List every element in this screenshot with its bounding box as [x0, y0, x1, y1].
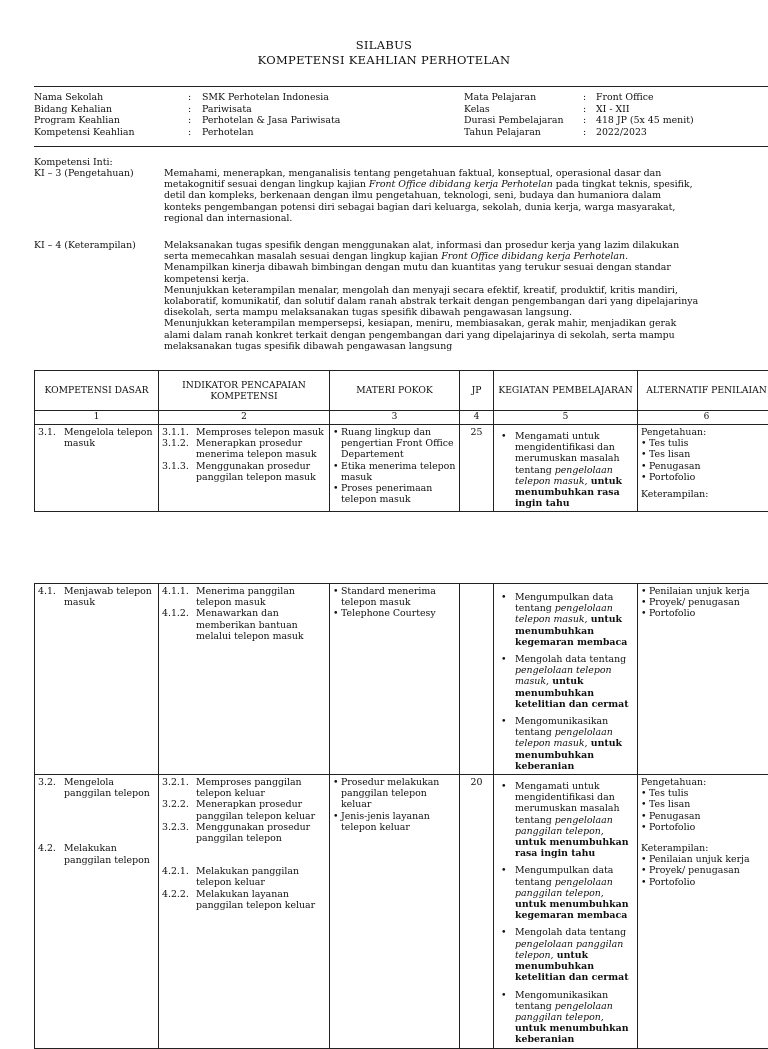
indicator-item [162, 822, 326, 844]
info-label: Nama Sekolah [34, 92, 103, 103]
kegiatan-cell [494, 425, 638, 512]
bullet-icon: • [497, 990, 515, 1046]
bullet-icon: • [497, 431, 515, 509]
info-label: Kelas [464, 104, 490, 115]
ki-line: regional dan internasional. [164, 213, 724, 224]
info-label: Mata Pelajaran [464, 92, 536, 103]
col-number: 2 [159, 411, 330, 425]
activity-pre: Mengamati untuk mengidentifikasi dan merumuskan masalah tentang [515, 431, 620, 476]
indicator-cell [159, 584, 330, 775]
jp-cell: 20 [460, 775, 494, 1048]
bullet-icon: • [497, 865, 515, 921]
syllabus-table-part1 [34, 370, 768, 512]
bullet-icon: • [641, 449, 649, 460]
bullet-text: Proses penerimaan telepon masuk [341, 483, 456, 505]
activity-goal: untuk menumbuhkan kegemaran membaca [515, 899, 629, 921]
activity-goal: untuk menumbuhkan keberanian [515, 1023, 629, 1045]
header-jp: JP [460, 371, 494, 411]
penilaian-heading: Keterampilan: [641, 843, 768, 854]
col-number: 4 [460, 411, 494, 425]
kd-text: Melakukan panggilan telepon [64, 843, 155, 865]
bullet-text: Penugasan [649, 811, 701, 822]
bullet-text: Penugasan [649, 461, 701, 472]
activity-pre: Mengumpulkan data tentang [515, 592, 613, 614]
kd-cell: 4.1. Menjawab telepon masuk [35, 584, 159, 775]
activity-text [515, 927, 634, 983]
indicator-text: Memproses panggilan telepon keluar [196, 777, 326, 799]
info-colon: : [188, 92, 191, 103]
activity-item [497, 592, 634, 648]
ki-line: Menunjukkan keterampilan menalar, mengolah dan menyaji secara efektif, kreatif, produktif, kritis mandiri, [164, 285, 724, 296]
indicator-text: Menerima panggilan telepon masuk [196, 586, 326, 608]
bullet-icon: • [641, 877, 649, 888]
activity-text [515, 990, 634, 1046]
bullet-icon: • [333, 461, 341, 483]
info-colon: : [583, 115, 586, 126]
header-kegiatan: KEGIATAN PEMBELAJARAN [494, 371, 638, 411]
activity-pre: Mengomunikasikan tentang [515, 990, 608, 1012]
bullet-icon: • [641, 461, 649, 472]
info-colon: : [188, 115, 191, 126]
activity-text [515, 431, 634, 509]
indicator-cell [159, 775, 330, 1048]
materi-item [333, 483, 456, 505]
bullet-icon: • [497, 592, 515, 648]
bullet-text: Portofolio [649, 472, 695, 483]
kegiatan-cell [494, 584, 638, 775]
penilaian-item [641, 877, 768, 888]
indicator-text: Melakukan layanan panggilan telepon keluar [196, 889, 326, 911]
header-divider-bottom [34, 146, 768, 147]
bullet-text: Etika menerima telepon masuk [341, 461, 456, 483]
activity-pre: Mengolah data tentang [515, 927, 626, 938]
activity-item [497, 865, 634, 921]
info-label: Durasi Pembelajaran [464, 115, 563, 126]
ki-heading: Kompetensi Inti: [34, 157, 113, 168]
info-label: Program Keahlian [34, 115, 120, 126]
penilaian-cell [638, 425, 768, 512]
indicator-number: 4.2.1. [162, 866, 196, 888]
kegiatan-cell [494, 775, 638, 1048]
ki-line: kolaboratif, komunikatif, dan solutif dalam ranah abstrak terkait dengan pengembangan dari yang dipelajarinya [164, 296, 724, 307]
ki-line: kompetensi kerja. [164, 274, 724, 285]
penilaian-cell [638, 775, 768, 1048]
info-value: 418 JP (5x 45 menit) [596, 115, 694, 126]
ki-line: serta memecahkan masalah sesuai dengan lingkup kajian Front Office dibidang kerja Perhotelan. [164, 251, 724, 262]
col-number: 3 [330, 411, 460, 425]
indicator-text: Menerapkan prosedur menerima telepon masuk [196, 438, 326, 460]
activity-goal: untuk menumbuhkan rasa ingin tahu [515, 476, 622, 509]
bullet-icon: • [641, 472, 649, 483]
activity-goal: untuk menumbuhkan ketelitian dan cermat [515, 676, 629, 709]
bullet-text: Portofolio [649, 822, 695, 833]
jp-cell: 25 [460, 425, 494, 512]
materi-cell [330, 425, 460, 512]
bullet-icon: • [497, 716, 515, 772]
bullet-icon: • [641, 597, 649, 608]
ki-line: alami dalam ranah konkret terkait dengan pengembangan dari yang dipelajarinya di sekolah, serta mampu [164, 330, 724, 341]
ki-line: Melaksanakan tugas spesifik dengan menggunakan alat, informasi dan prosedur kerja yang lazim dilakukan [164, 240, 724, 251]
bullet-icon: • [641, 438, 649, 449]
bullet-icon: • [641, 811, 649, 822]
info-label: Bidang Kehalian [34, 104, 112, 115]
bullet-icon: • [641, 865, 649, 876]
activity-item [497, 781, 634, 859]
bullet-text: Portofolio [649, 608, 695, 619]
activity-pre: Mengomunikasikan tentang [515, 716, 608, 738]
bullet-text: Tes tulis [649, 788, 688, 799]
indicator-item [162, 608, 326, 642]
activity-pre: Mengamati untuk mengidentifikasi dan merumuskan masalah tentang [515, 781, 620, 826]
bullet-icon: • [641, 799, 649, 810]
activity-text [515, 592, 634, 648]
info-colon: : [583, 127, 586, 138]
kd-cell: 3.2. Mengelola panggilan telepon 4.2. Melakukan panggilan telepon [35, 775, 159, 1048]
header-divider-top [34, 86, 768, 87]
info-value: SMK Perhotelan Indonesia [202, 92, 329, 103]
indicator-item [162, 461, 326, 483]
indicator-number: 3.1.3. [162, 461, 196, 483]
materi-cell [330, 775, 460, 1048]
indicator-item [162, 586, 326, 608]
penilaian-item [641, 597, 768, 608]
penilaian-cell [638, 584, 768, 775]
ki4-text [164, 240, 724, 352]
activity-item [497, 990, 634, 1046]
penilaian-item [641, 811, 768, 822]
ki-line: Memahami, menerapkan, menganalisis tentang pengetahuan faktual, konseptual, operasional dasar dan [164, 168, 724, 179]
info-colon: : [583, 104, 586, 115]
header-kompetensi-dasar: KOMPETENSI DASAR [35, 371, 159, 411]
bullet-icon: • [641, 608, 649, 619]
table-row [35, 584, 768, 775]
activity-goal: untuk menumbuhkan ketelitian dan cermat [515, 950, 629, 983]
indicator-item [162, 866, 326, 888]
penilaian-heading: Pengetahuan: [641, 427, 768, 438]
penilaian-item [641, 472, 768, 483]
penilaian-item [641, 854, 768, 865]
materi-item [333, 586, 456, 608]
table-row [35, 775, 768, 1048]
penilaian-item [641, 822, 768, 833]
penilaian-item [641, 799, 768, 810]
indicator-text: Menggunakan prosedur panggilan telepon [196, 822, 326, 844]
bullet-icon: • [641, 586, 649, 597]
indicator-text: Menggunakan prosedur panggilan telepon masuk [196, 461, 326, 483]
activity-text [515, 716, 634, 772]
activity-topic: pengelolaan telepon masuk, [515, 727, 613, 749]
ki3-text [164, 168, 724, 224]
col-number: 5 [494, 411, 638, 425]
activity-item [497, 716, 634, 772]
activity-text [515, 865, 634, 921]
bullet-text: Standard menerima telepon masuk [341, 586, 456, 608]
activity-topic: pengelolaan panggilan telepon, [515, 1001, 613, 1023]
indicator-text: Menawarkan dan memberikan bantuan melalui telepon masuk [196, 608, 326, 642]
penilaian-item [641, 788, 768, 799]
activity-topic: pengelolaan telepon masuk, [515, 603, 613, 625]
document-subtitle: KOMPETENSI KEAHLIAN PERHOTELAN [0, 55, 768, 66]
activity-topic: pengelolaan telepon masuk, [515, 665, 612, 687]
header-materi-pokok: MATERI POKOK [330, 371, 460, 411]
bullet-text: Proyek/ penugasan [649, 865, 740, 876]
indicator-number: 3.2.1. [162, 777, 196, 799]
bullet-icon: • [333, 608, 341, 619]
bullet-text: Prosedur melakukan panggilan telepon keluar [341, 777, 456, 811]
info-value: Perhotelan & Jasa Pariwisata [202, 115, 340, 126]
penilaian-item [641, 438, 768, 449]
activity-item [497, 654, 634, 710]
indicator-number: 3.2.2. [162, 799, 196, 821]
col-number: 1 [35, 411, 159, 425]
document-title: SILABUS [0, 40, 768, 51]
activity-text [515, 654, 634, 710]
penilaian-item [641, 461, 768, 472]
indicator-number: 3.1.1. [162, 427, 196, 438]
ki-line: detil dan kompleks, berkenaan dengan ilmu pengetahuan, teknologi, seni, budaya dan humaniora dalam [164, 190, 724, 201]
bullet-icon: • [333, 427, 341, 461]
materi-item [333, 608, 456, 619]
bullet-icon: • [333, 777, 341, 811]
info-label: Tahun Pelajaran [464, 127, 541, 138]
bullet-text: Portofolio [649, 877, 695, 888]
info-label: Kompetensi Keahlian [34, 127, 135, 138]
bullet-text: Jenis-jenis layanan telepon keluar [341, 811, 456, 833]
activity-pre: Mengumpulkan data tentang [515, 865, 613, 887]
activity-topic: pengelolaan telepon masuk, [515, 465, 613, 487]
activity-pre: Mengolah data tentang [515, 654, 626, 665]
bullet-icon: • [641, 822, 649, 833]
bullet-text: Telephone Courtesy [341, 608, 436, 619]
header-indikator: INDIKATOR PENCAPAIAN KOMPETENSI [159, 371, 330, 411]
bullet-text: Tes lisan [649, 449, 690, 460]
bullet-icon: • [641, 854, 649, 865]
penilaian-item [641, 865, 768, 876]
bullet-text: Tes lisan [649, 799, 690, 810]
activity-goal: untuk menumbuhkan keberanian [515, 738, 622, 771]
bullet-text: Tes tulis [649, 438, 688, 449]
info-value: XI - XII [596, 104, 630, 115]
indicator-item [162, 438, 326, 460]
bullet-text: Penilaian unjuk kerja [649, 854, 750, 865]
col-number: 6 [638, 411, 768, 425]
ki3-label: KI – 3 (Pengetahuan) [34, 168, 134, 179]
ki-line: Menunjukkan keterampilan mempersepsi, kesiapan, meniru, membiasakan, gerak mahir, menjadikan gerak [164, 318, 724, 329]
header-penilaian: ALTERNATIF PENILAIAN [638, 371, 768, 411]
indicator-item [162, 777, 326, 799]
indicator-item [162, 427, 326, 438]
indicator-cell [159, 425, 330, 512]
activity-topic: pengelolaan panggilan telepon, [515, 815, 613, 837]
indicator-number: 4.2.2. [162, 889, 196, 911]
materi-item [333, 777, 456, 811]
bullet-text: Proyek/ penugasan [649, 597, 740, 608]
info-value: Pariwisata [202, 104, 252, 115]
bullet-icon: • [497, 781, 515, 859]
bullet-icon: • [497, 654, 515, 710]
table-row [35, 425, 768, 512]
penilaian-heading: Keterampilan: [641, 489, 768, 500]
indicator-number: 4.1.1. [162, 586, 196, 608]
indicator-item [162, 889, 326, 911]
ki4-label: KI – 4 (Keterampilan) [34, 240, 136, 251]
indicator-number: 3.2.3. [162, 822, 196, 844]
kd-text: Mengelola panggilan telepon [64, 777, 155, 799]
ki-line: disekolah, serta mampu melaksanakan tugas spesifik dibawah pengawasan langsung. [164, 307, 724, 318]
activity-item [497, 927, 634, 983]
kd-text: Menjawab telepon masuk [64, 586, 155, 608]
activity-topic: pengelolaan panggilan telepon, [515, 877, 613, 899]
kd-cell: 3.1. Mengelola telepon masuk [35, 425, 159, 512]
penilaian-item [641, 449, 768, 460]
bullet-icon: • [333, 811, 341, 833]
info-colon: : [583, 92, 586, 103]
kd-text: Mengelola telepon masuk [64, 427, 155, 449]
info-value: Perhotelan [202, 127, 254, 138]
indicator-item [162, 799, 326, 821]
materi-cell [330, 584, 460, 775]
materi-item [333, 461, 456, 483]
bullet-icon: • [497, 927, 515, 983]
syllabus-table-part2 [34, 583, 768, 1049]
activity-topic: pengelolaan panggilan telepon, [515, 939, 623, 961]
indicator-number: 3.1.2. [162, 438, 196, 460]
ki-line: melaksanakan tugas spesifik dibawah pengawasan langsung [164, 341, 724, 352]
bullet-icon: • [641, 788, 649, 799]
penilaian-item [641, 608, 768, 619]
ki-line: konteks pengembangan potensi diri sebagai bagian dari keluarga, sekolah, dunia kerja, warga masyarakat, [164, 202, 724, 213]
activity-item [497, 431, 634, 509]
info-colon: : [188, 127, 191, 138]
info-value: 2022/2023 [596, 127, 647, 138]
ki-line: metakognitif sesuai dengan lingkup kajian Front Office dibidang kerja Perhotelan pada tingkat teknis, spesifik, [164, 179, 724, 190]
activity-goal: untuk menumbuhkan kegemaran membaca [515, 614, 627, 647]
penilaian-item [641, 586, 768, 597]
info-colon: : [188, 104, 191, 115]
bullet-text: Penilaian unjuk kerja [649, 586, 750, 597]
bullet-icon: • [333, 586, 341, 608]
jp-cell [460, 584, 494, 775]
activity-goal: untuk menumbuhkan rasa ingin tahu [515, 837, 629, 859]
materi-item [333, 427, 456, 461]
activity-text [515, 781, 634, 859]
bullet-text: Ruang lingkup dan pengertian Front Office Departement [341, 427, 456, 461]
info-value: Front Office [596, 92, 654, 103]
penilaian-heading: Pengetahuan: [641, 777, 768, 788]
bullet-icon: • [333, 483, 341, 505]
indicator-text: Memproses telepon masuk [196, 427, 324, 438]
indicator-text: Menerapkan prosedur panggilan telepon keluar [196, 799, 326, 821]
ki-line: Menampilkan kinerja dibawah bimbingan dengan mutu dan kuantitas yang terukur sesuai dengan standar [164, 262, 724, 273]
indicator-text: Melakukan panggilan telepon keluar [196, 866, 326, 888]
indicator-number: 4.1.2. [162, 608, 196, 642]
materi-item [333, 811, 456, 833]
